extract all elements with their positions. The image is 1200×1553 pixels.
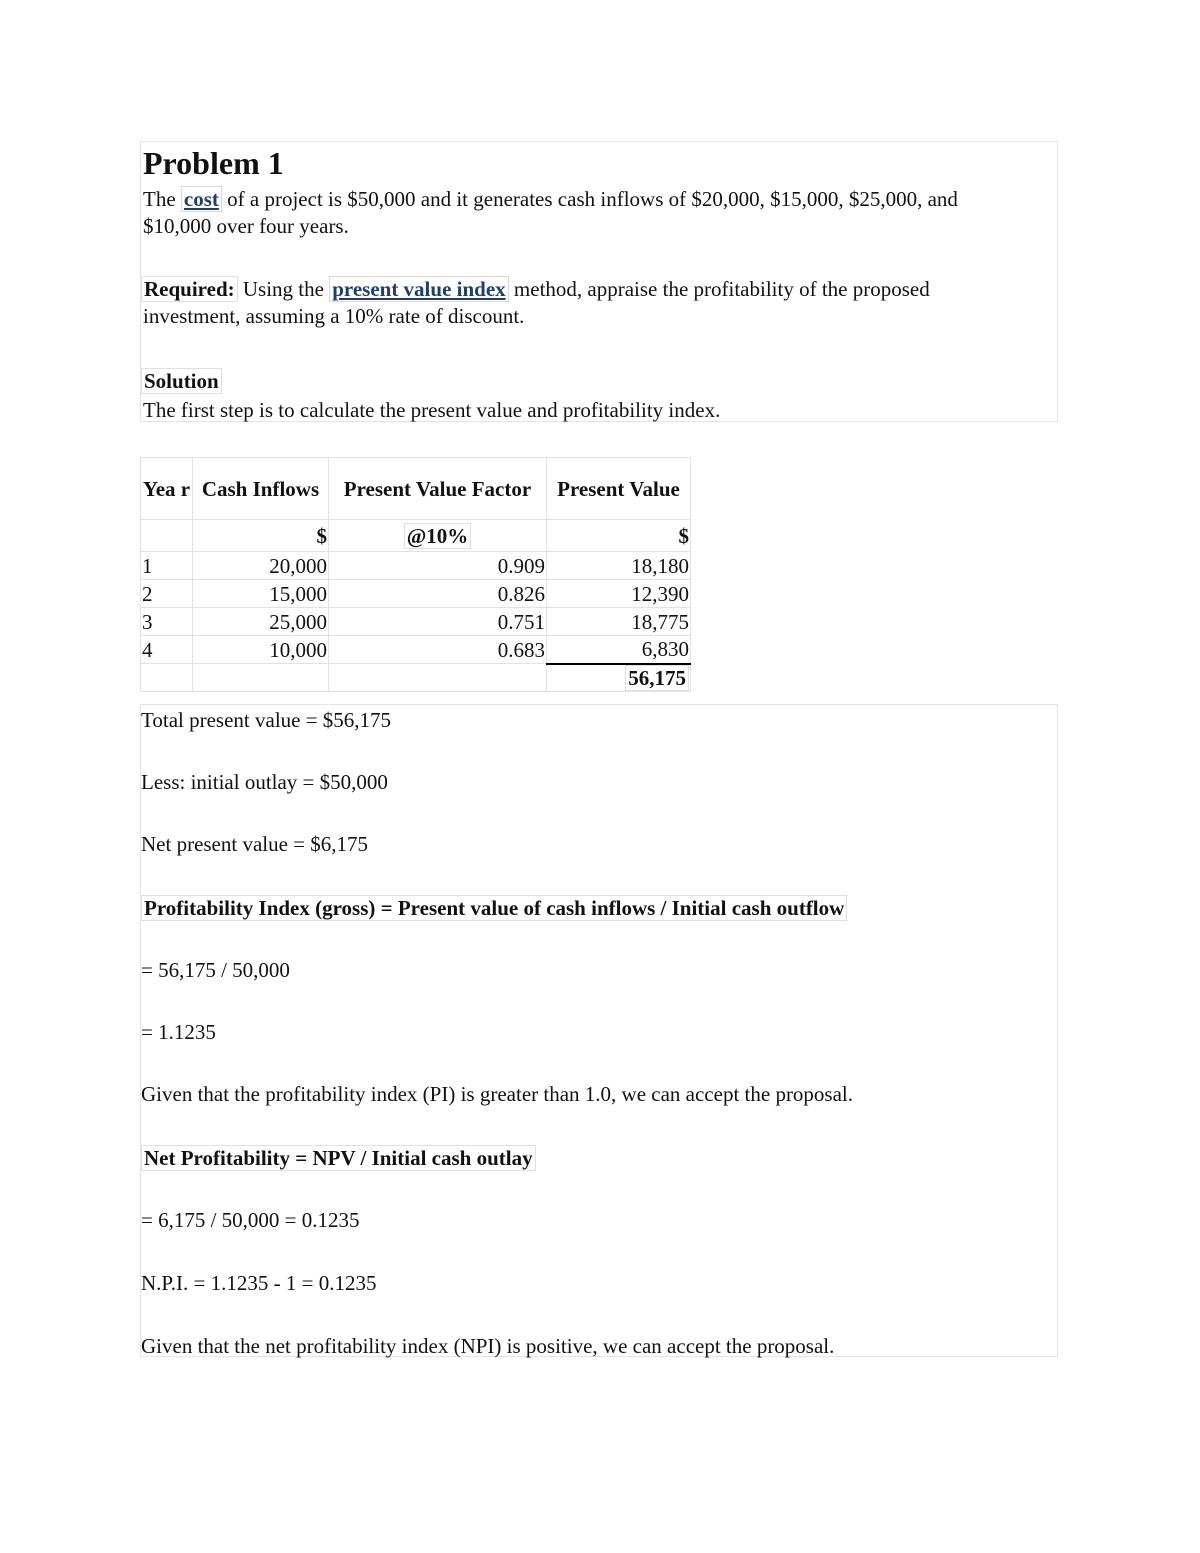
year-cell: 3 <box>141 608 193 636</box>
unit-pv: $ <box>547 520 691 552</box>
table-row <box>141 552 691 580</box>
calculation-box <box>140 704 1058 1357</box>
intro-line-2: $10,000 over four years. <box>143 214 349 238</box>
pi-formula-line <box>141 895 847 922</box>
factor-cell: 0.909 <box>329 552 547 580</box>
intro-line-1 <box>143 186 958 213</box>
factor-cell: 0.683 <box>329 636 547 664</box>
total-value: 56,175 <box>625 665 689 691</box>
unit-factor-label: @10% <box>404 523 472 549</box>
inflow-cell: 25,000 <box>193 608 329 636</box>
required-label: Required: <box>141 276 238 302</box>
cost-link[interactable]: cost <box>181 186 222 212</box>
table-total-row <box>141 664 691 692</box>
inflow-cell: 20,000 <box>193 552 329 580</box>
header-cash-inflows: Cash Inflows <box>193 458 329 520</box>
solution-label: Solution <box>141 368 222 394</box>
table-row <box>141 636 691 664</box>
np-step-1: = 6,175 / 50,000 = 0.1235 <box>141 1208 360 1232</box>
pi-formula: Profitability Index (gross) = Present value of cash inflows / Initial cash outflow <box>141 895 847 921</box>
table-header-row <box>141 458 691 520</box>
npv-line: Net present value = $6,175 <box>141 832 369 856</box>
header-present-value: Present Value <box>547 458 691 520</box>
inflow-cell: 10,000 <box>193 636 329 664</box>
unit-factor <box>329 520 547 552</box>
pi-conclusion: Given that the profitability index (PI) is greater than 1.0, we can accept the proposal. <box>141 1082 854 1106</box>
np-formula-line <box>141 1145 536 1172</box>
year-cell: 4 <box>141 636 193 664</box>
table-row <box>141 580 691 608</box>
intro-rest: of a project is $50,000 and it generates cash inflows of $20,000, $15,000, $25,000, and <box>227 187 958 211</box>
problem-title: Problem 1 <box>143 145 284 181</box>
year-cell: 1 <box>141 552 193 580</box>
present-value-table <box>140 457 691 692</box>
npi-conclusion: Given that the net profitability index (NPI) is positive, we can accept the proposal. <box>141 1334 835 1358</box>
total-present-value <box>547 664 691 692</box>
less-outlay-line: Less: initial outlay = $50,000 <box>141 770 388 794</box>
required-line-2: investment, assuming a 10% rate of discount. <box>143 304 525 328</box>
present-value-index-link[interactable]: present value index <box>329 276 508 302</box>
required-line-1 <box>141 276 930 303</box>
header-year: Yea r <box>141 458 193 520</box>
total-pv-line: Total present value = $56,175 <box>141 708 392 732</box>
inflow-cell: 15,000 <box>193 580 329 608</box>
pi-step-1: = 56,175 / 50,000 <box>141 958 290 982</box>
pv-cell: 12,390 <box>547 580 691 608</box>
npi-line: N.P.I. = 1.1235 - 1 = 0.1235 <box>141 1271 377 1295</box>
header-pv-factor: Present Value Factor <box>329 458 547 520</box>
unit-year <box>141 520 193 552</box>
solution-heading <box>141 368 222 395</box>
factor-cell: 0.751 <box>329 608 547 636</box>
pv-cell: 18,180 <box>547 552 691 580</box>
table-unit-row <box>141 520 691 552</box>
factor-cell: 0.826 <box>329 580 547 608</box>
intro-prefix: The <box>143 187 176 211</box>
required-prefix: Using the <box>242 277 324 301</box>
solution-text: The first step is to calculate the present value and profitability index. <box>143 398 721 422</box>
pv-cell: 6,830 <box>547 636 691 664</box>
required-rest: method, appraise the profitability of the proposed <box>513 277 930 301</box>
year-cell: 2 <box>141 580 193 608</box>
unit-inflows: $ <box>193 520 329 552</box>
np-formula: Net Profitability = NPV / Initial cash outlay <box>141 1145 536 1171</box>
table-row <box>141 608 691 636</box>
pv-cell: 18,775 <box>547 608 691 636</box>
pi-step-2: = 1.1235 <box>141 1020 216 1044</box>
